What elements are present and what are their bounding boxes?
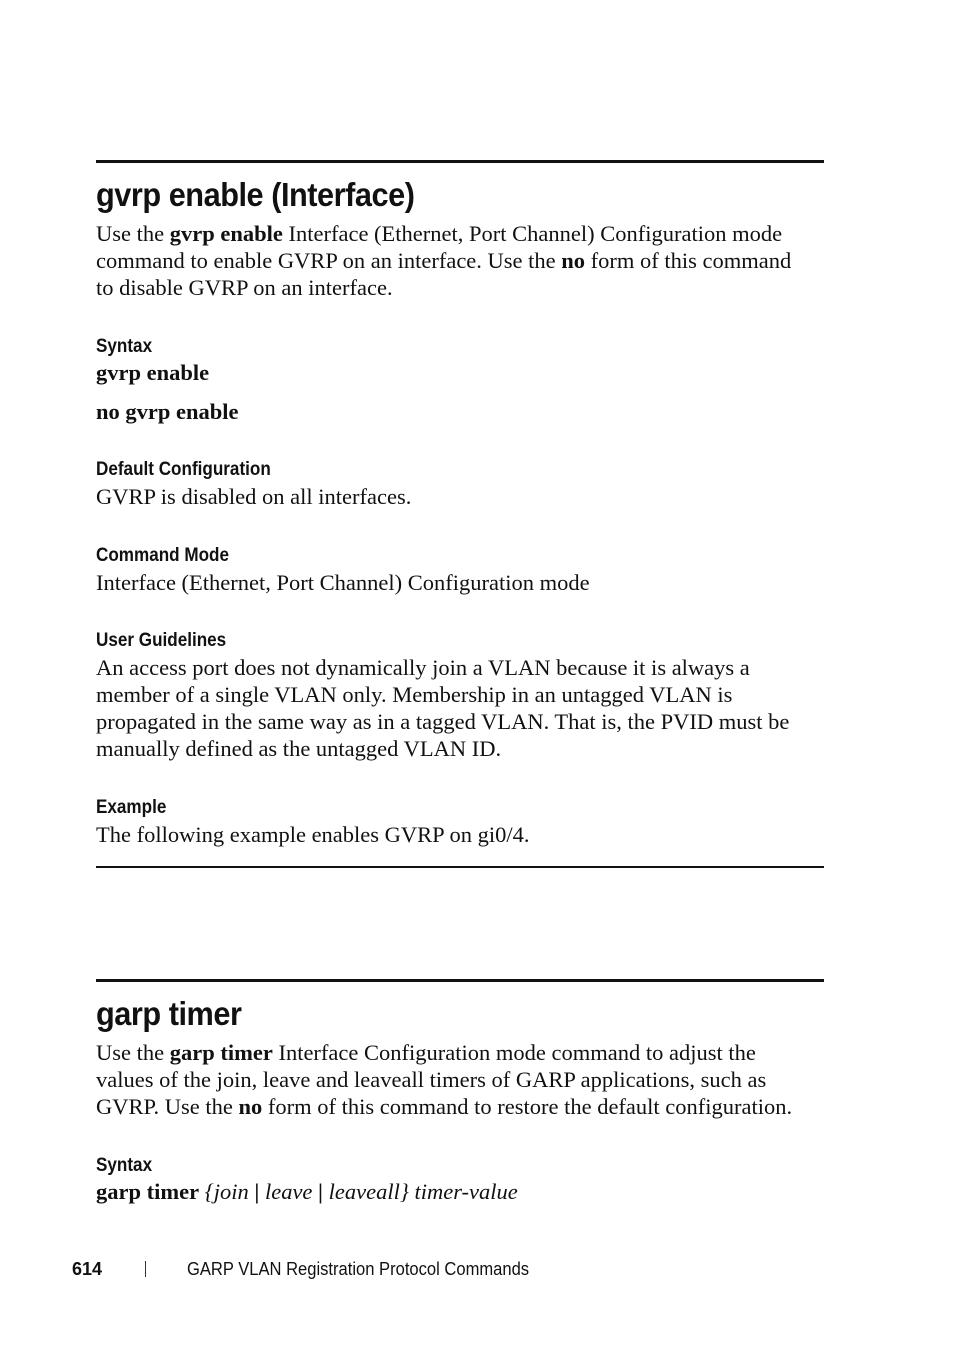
default-configuration-heading: Default Configuration: [96, 459, 271, 480]
intro-paragraph-gvrp-enable: Use the gvrp enable Interface (Ethernet, Port Channel) Configuration mode command to enable GVRP on an interface. Use the no form of this command to disable GVRP on an interface.: [96, 221, 792, 300]
command-mode-text: Interface (Ethernet, Port Channel) Configuration mode: [96, 570, 590, 595]
example-text: The following example enables GVRP on gi0/4.: [96, 822, 530, 847]
intro-paragraph-garp-timer: Use the garp timer Interface Configuration mode command to adjust the values of the join, leave and leaveall timers of GARP applications, such as GVRP. Use the no form of this command to restore the default configuration.: [96, 1040, 793, 1119]
user-guidelines-text: An access port does not dynamically join a VLAN because it is always a member of a single VLAN only. Membership in an untagged VLAN is propagated in the same way as in a tagged VLAN. That is, the PVID must be manually defined as the untagged VLAN ID.: [96, 655, 790, 761]
page-number: 614: [72, 1259, 103, 1279]
section-top-rule: [96, 160, 824, 163]
syntax-heading: Syntax: [96, 336, 153, 357]
default-configuration-text: GVRP is disabled on all interfaces.: [96, 484, 412, 509]
section-heading-garp-timer: garp timer: [96, 995, 242, 1032]
section-heading-gvrp-enable: gvrp enable (Interface): [96, 176, 415, 213]
command-mode-heading: Command Mode: [96, 545, 230, 566]
footer-chapter-title: GARP VLAN Registration Protocol Commands: [187, 1259, 530, 1279]
section-bottom-rule: [96, 866, 824, 868]
section-top-rule: [96, 979, 824, 982]
syntax-line: gvrp enable: [96, 360, 210, 385]
syntax-line: no gvrp enable: [96, 399, 239, 424]
syntax-heading: Syntax: [96, 1155, 153, 1176]
syntax-line: garp timer {join | leave | leaveall} timer-value: [96, 1179, 518, 1204]
example-heading: Example: [96, 797, 167, 818]
footer-separator: [145, 1261, 146, 1277]
user-guidelines-heading: User Guidelines: [96, 630, 227, 651]
